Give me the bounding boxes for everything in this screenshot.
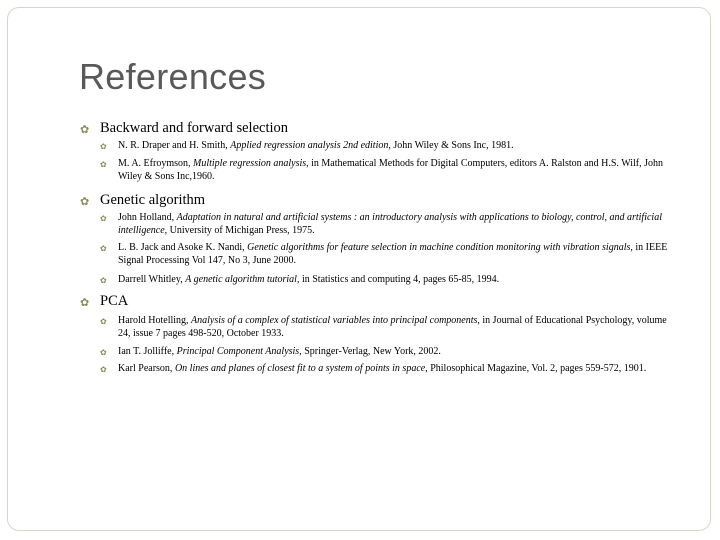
reference-item: ✿ N. R. Draper and H. Smith, Applied regression analysis 2nd edition, John Wiley & Sons Inc, 1981. (100, 140, 680, 153)
reference-item: ✿ Harold Hotelling, Analysis of a complex of statistical variables into principal components, in Journal of Educational Psychology, volume 24, issue 7 pages 498-520, October 1933. (100, 315, 667, 339)
leaf-bullet-icon: ✿ (100, 214, 107, 223)
reference-item: ✿ Ian T. Jolliffe, Principal Component Analysis, Springer-Verlag, New York, 2002. (100, 346, 680, 359)
reference-item: ✿ M. A. Efroymson, Multiple regression analysis, in Mathematical Methods for Digital Computers, editors A. Ralston and H.S. Wilf, John Wiley & Sons Inc,1960. (100, 158, 664, 182)
reference-item: ✿ Darrell Whitley, A genetic algorithm tutorial, in Statistics and computing 4, pages 65-85, 1994. (100, 274, 680, 287)
leaf-bullet-icon: ✿ (100, 142, 107, 151)
reference-item: ✿ L. B. Jack and Asoke K. Nandi, Genetic algorithms for feature selection in machine condition monitoring with vibration signals, in IEEE Signal Processing Vol 147, No 3, June 2000. (100, 242, 668, 266)
leaf-bullet-icon: ✿ (80, 296, 90, 309)
reference-item: ✿ Karl Pearson, On lines and planes of closest fit to a system of points in space, Philosophical Magazine, Vol. 2, pages 559-572, 1901. (100, 363, 680, 376)
leaf-bullet-icon: ✿ (100, 365, 107, 374)
leaf-bullet-icon: ✿ (100, 160, 107, 169)
leaf-bullet-icon: ✿ (100, 348, 107, 357)
leaf-bullet-icon: ✿ (80, 195, 90, 208)
leaf-bullet-icon: ✿ (80, 123, 90, 136)
reference-item: ✿ John Holland, Adaptation in natural and artificial systems : an introductory analysis with applications to biology, control, and artificial intelligence, University of Michigan Press, 1975. (100, 212, 662, 236)
leaf-bullet-icon: ✿ (100, 317, 107, 326)
leaf-bullet-icon: ✿ (100, 276, 107, 285)
leaf-bullet-icon: ✿ (100, 244, 107, 253)
slide-title: References (79, 56, 267, 97)
